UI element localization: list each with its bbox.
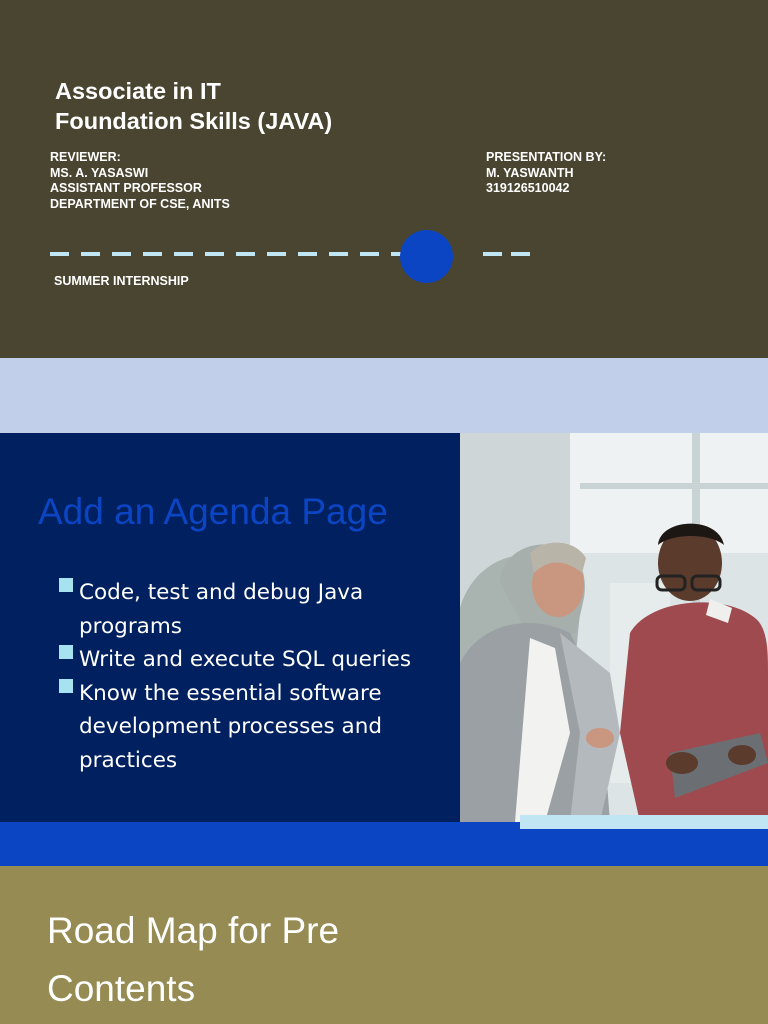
agenda-item — [0, 677, 424, 778]
agenda-item-text: Write and execute SQL queries — [79, 647, 412, 672]
presentation-title — [55, 76, 332, 136]
roadmap-title-line-2: Contents — [47, 968, 196, 1009]
square-bullet-icon — [59, 578, 73, 592]
light-blue-accent-strip — [520, 815, 768, 829]
title-slide — [0, 0, 768, 358]
reviewer-heading: REVIEWER: — [50, 150, 121, 164]
timeline-dash — [143, 252, 162, 256]
timeline-marker-circle — [400, 230, 453, 283]
reviewer-role: ASSISTANT PROFESSOR — [50, 181, 202, 195]
timeline-dash — [483, 252, 502, 256]
agenda-title: Add an Agenda Page — [38, 491, 388, 532]
reviewer-department: DEPARTMENT OF CSE, ANITS — [50, 196, 230, 211]
photo-two-people-with-tablet — [460, 433, 768, 822]
presenter-heading: PRESENTATION BY: — [486, 150, 607, 164]
agenda-slide — [0, 433, 768, 866]
agenda-item — [0, 576, 424, 643]
presenter-id: 319126510042 — [486, 181, 570, 195]
presenter-name: M. YASWANTH — [486, 165, 574, 180]
agenda-item-text: Code, test and debug Java programs — [79, 580, 364, 639]
title-line-2: Foundation Skills (JAVA) — [55, 108, 333, 134]
timeline-dash — [360, 252, 379, 256]
roadmap-title — [47, 902, 339, 1018]
subtitle: SUMMER INTERNSHIP — [54, 274, 189, 288]
square-bullet-icon — [59, 679, 73, 693]
roadmap-slide — [0, 866, 768, 1024]
agenda-list — [0, 576, 424, 777]
agenda-item-text: Know the essential software development processes and practices — [79, 680, 382, 773]
photo-illustration — [460, 433, 768, 822]
square-bullet-icon — [59, 645, 73, 659]
timeline-dash — [112, 252, 131, 256]
timeline-dash — [81, 252, 100, 256]
timeline-dash — [329, 252, 348, 256]
reviewer-block — [50, 150, 230, 212]
presenter-block — [486, 150, 606, 197]
title-line-1: Associate in IT — [55, 78, 221, 104]
timeline-dash — [267, 252, 286, 256]
roadmap-title-line-1: Road Map for Pre — [47, 910, 340, 951]
timeline-dash — [174, 252, 193, 256]
timeline-dash — [236, 252, 255, 256]
timeline-dash — [205, 252, 224, 256]
timeline-dash — [50, 252, 69, 256]
agenda-panel — [0, 433, 460, 825]
timeline-dash — [298, 252, 317, 256]
agenda-item — [0, 643, 424, 677]
dashed-timeline — [50, 252, 530, 257]
reviewer-name: MS. A. YASASWI — [50, 165, 149, 180]
timeline-dash — [511, 252, 530, 256]
slide-gap-band — [0, 358, 768, 433]
